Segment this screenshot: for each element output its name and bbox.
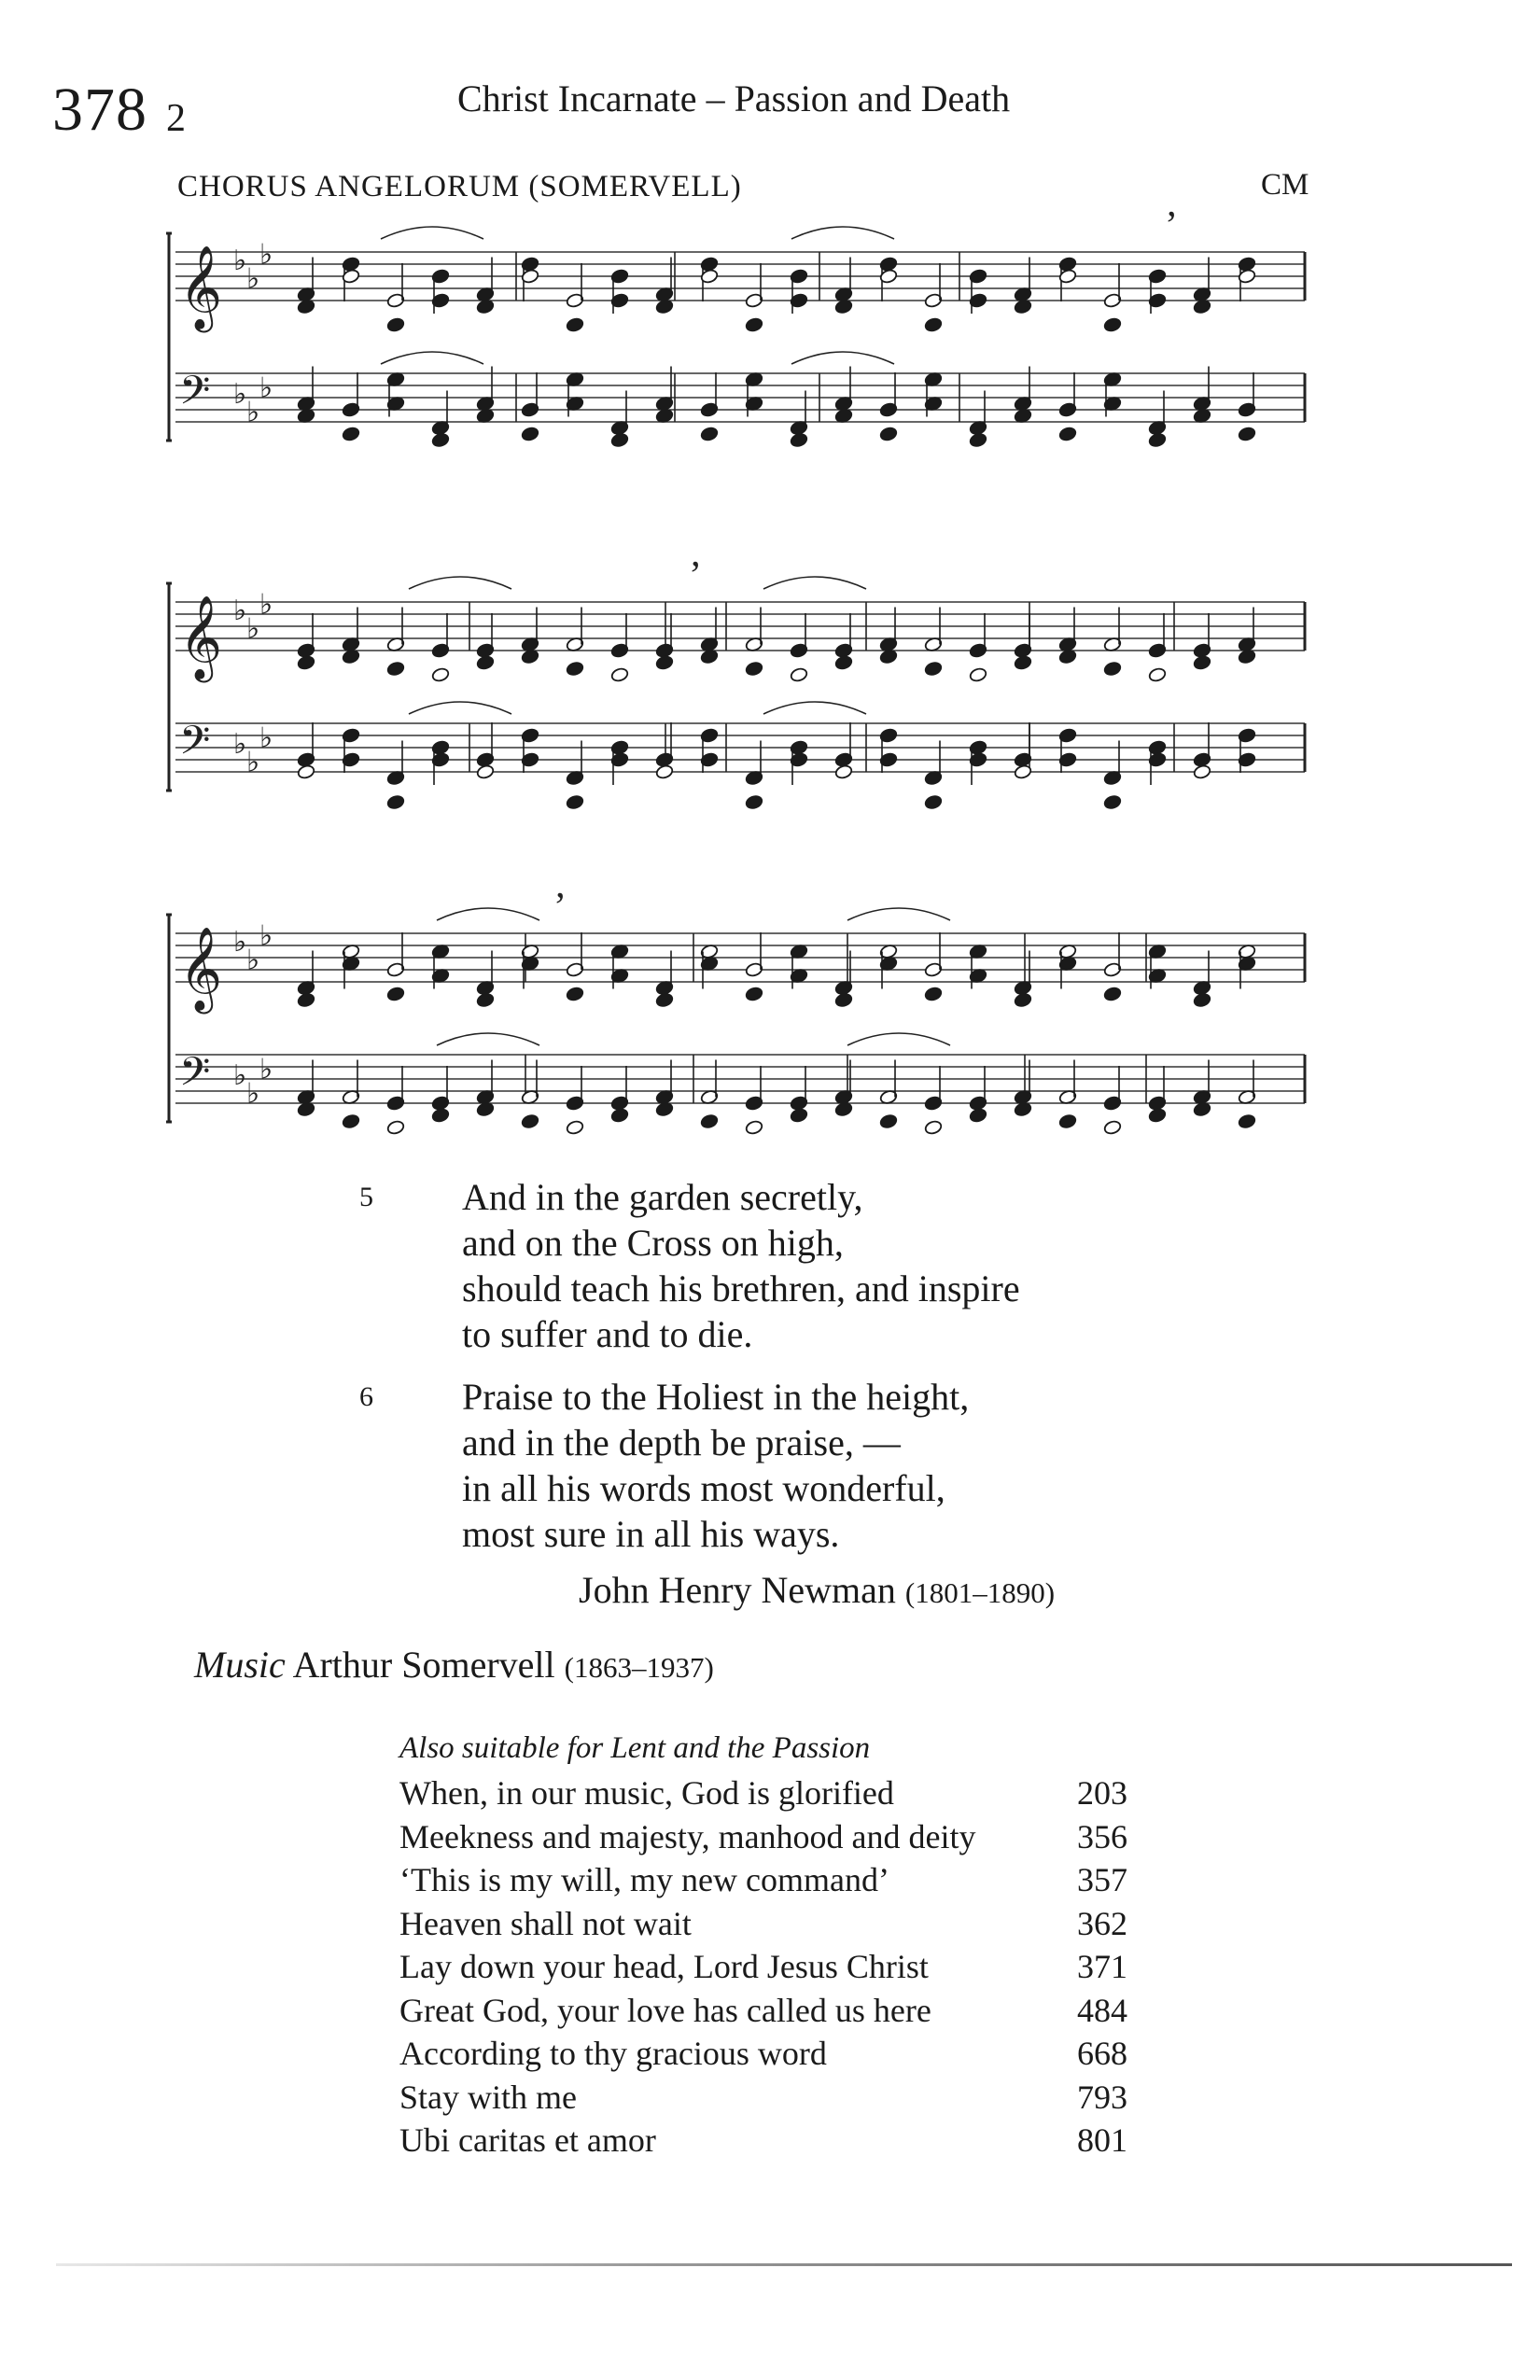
note-head <box>745 661 763 677</box>
note-head <box>386 986 405 1001</box>
hymn-ref-number: 203 <box>1077 1774 1127 1812</box>
note-head <box>1103 986 1122 1001</box>
slur <box>847 1033 950 1045</box>
note-head <box>431 666 450 682</box>
key-signature-flat: ♭ <box>233 728 247 761</box>
list-item <box>399 1989 1127 2033</box>
verse-line: and in the depth be praise, — <box>462 1421 901 1463</box>
note-head <box>790 432 808 448</box>
composer-name: Arthur Somervell <box>292 1644 555 1686</box>
note-head <box>476 763 495 779</box>
list-item <box>399 2032 1127 2076</box>
music-credit <box>194 1643 714 1687</box>
system-bracket <box>166 583 172 791</box>
note-head <box>834 654 853 670</box>
slur <box>381 227 483 239</box>
tune-name: CHORUS ANGELORUM (SOMERVELL) <box>177 170 742 203</box>
list-item <box>399 1858 1127 1902</box>
music-score-svg <box>157 882 1314 1190</box>
key-signature-flat: ♭ <box>233 245 247 277</box>
note-head <box>431 432 450 448</box>
key-signature-flat: ♭ <box>259 919 273 953</box>
hymn-ref-number: 793 <box>1077 2078 1127 2116</box>
note-head <box>566 1119 584 1135</box>
system-bracket <box>166 233 172 441</box>
note-head <box>879 426 898 441</box>
list-item <box>399 1902 1127 1946</box>
hymn-title: Lay down your head, Lord Jesus Christ <box>399 1948 929 1985</box>
system-bracket <box>166 915 172 1122</box>
hymn-number: 378 <box>52 76 147 144</box>
key-signature-flat: ♭ <box>233 595 247 627</box>
bass-clef: 𝄢 <box>179 718 211 774</box>
note-head <box>1103 661 1122 677</box>
note-head <box>1193 763 1211 779</box>
note-head <box>386 316 405 332</box>
music-system-1 <box>157 201 1314 509</box>
key-signature-flat: ♭ <box>259 721 273 755</box>
key-signature-flat: ♭ <box>246 262 260 296</box>
note-head <box>610 666 629 682</box>
note-head <box>969 1107 987 1123</box>
verse-line: to suffer and to die. <box>462 1313 753 1355</box>
slur <box>437 1033 539 1045</box>
music-score-svg <box>157 201 1314 509</box>
list-item <box>399 1815 1127 1859</box>
note-head <box>879 1113 898 1129</box>
note-head <box>924 661 943 677</box>
treble-clef: 𝄞 <box>179 595 223 679</box>
hymn-part-number: 2 <box>166 97 186 140</box>
hymn-title: Great God, your love has called us here <box>399 1991 931 2029</box>
note-head <box>1103 316 1122 332</box>
note-head <box>431 1107 450 1123</box>
key-signature-flat: ♭ <box>246 612 260 646</box>
treble-clef: 𝄞 <box>179 245 223 329</box>
key-signature-flat: ♭ <box>259 588 273 622</box>
slur <box>381 352 483 364</box>
hymn-ref-number: 362 <box>1077 1904 1127 1942</box>
note-head <box>1148 666 1167 682</box>
note-head <box>745 986 763 1001</box>
verse-line: should teach his brethren, and inspire <box>462 1267 1020 1309</box>
slur <box>791 227 894 239</box>
slur <box>847 908 950 920</box>
note-head <box>745 1119 763 1135</box>
note-head <box>655 763 674 779</box>
section-title: Christ Incarnate – Passion and Death <box>457 77 1011 119</box>
key-signature-flat: ♭ <box>233 378 247 411</box>
note-head <box>1014 654 1032 670</box>
note-head <box>566 986 584 1001</box>
note-head <box>700 426 719 441</box>
note-head <box>1058 426 1077 441</box>
note-head <box>386 1119 405 1135</box>
hymn-title: Meekness and majesty, manhood and deity <box>399 1817 976 1855</box>
hymn-ref-number: 357 <box>1077 1861 1127 1898</box>
note-head <box>566 661 584 677</box>
note-head <box>386 794 405 810</box>
note-head <box>297 763 315 779</box>
note-head <box>924 794 943 810</box>
note-head <box>1014 992 1032 1008</box>
slur <box>437 908 539 920</box>
composer-dates: (1863–1937) <box>564 1651 714 1684</box>
hymn-title: When, in our music, God is glorified <box>399 1774 894 1812</box>
note-head <box>1103 794 1122 810</box>
note-head <box>924 316 943 332</box>
note-head <box>745 794 763 810</box>
key-signature-flat: ♭ <box>246 944 260 977</box>
note-head <box>924 1119 943 1135</box>
note-head <box>297 992 315 1008</box>
note-head <box>476 654 495 670</box>
hymn-ref-number: 371 <box>1077 1948 1127 1985</box>
note-head <box>1148 432 1167 448</box>
verse-line: And in the garden secretly, <box>462 1176 863 1218</box>
hymn-ref-number: 801 <box>1077 2121 1127 2159</box>
note-head <box>969 666 987 682</box>
hymn-ref-number: 668 <box>1077 2035 1127 2072</box>
note-head <box>521 426 539 441</box>
author-name: John Henry Newman <box>579 1569 896 1611</box>
breath-mark: ’ <box>553 886 567 929</box>
breath-mark: ’ <box>1165 204 1178 247</box>
hymn-title: Stay with me <box>399 2078 577 2116</box>
note-head <box>566 316 584 332</box>
hymn-title: Ubi caritas et amor <box>399 2121 656 2159</box>
bass-clef: 𝄢 <box>179 368 211 424</box>
note-head <box>655 992 674 1008</box>
note-head <box>297 654 315 670</box>
key-signature-flat: ♭ <box>246 1077 260 1111</box>
note-head <box>655 654 674 670</box>
hymn-title: According to thy gracious word <box>399 2035 827 2072</box>
bottom-rule <box>56 2263 1512 2266</box>
note-head <box>386 661 405 677</box>
slur <box>791 352 894 364</box>
note-head <box>1193 654 1211 670</box>
verse-line: and on the Cross on high, <box>462 1222 844 1264</box>
bass-clef: 𝄢 <box>179 1049 211 1105</box>
note-head <box>834 992 853 1008</box>
verse-line: in all his words most wonderful, <box>462 1467 945 1509</box>
key-signature-flat: ♭ <box>246 746 260 779</box>
key-signature-flat: ♭ <box>259 1053 273 1086</box>
note-head <box>924 986 943 1001</box>
note-head <box>1238 426 1256 441</box>
music-system-3 <box>157 882 1314 1190</box>
key-signature-flat: ♭ <box>233 926 247 959</box>
text-author-credit <box>579 1568 1055 1612</box>
note-head <box>969 432 987 448</box>
breath-mark: ’ <box>689 554 702 597</box>
key-signature-flat: ♭ <box>259 371 273 405</box>
note-head <box>566 794 584 810</box>
meter: CM <box>1261 168 1309 202</box>
also-suitable-heading: Also suitable for Lent and the Passion <box>399 1731 871 1765</box>
treble-clef: 𝄞 <box>179 927 223 1011</box>
list-item <box>399 1945 1127 1989</box>
note-head <box>1103 1119 1122 1135</box>
music-score-svg <box>157 551 1314 859</box>
note-head <box>610 432 629 448</box>
verse-line: Praise to the Holiest in the height, <box>462 1376 970 1418</box>
author-dates: (1801–1890) <box>904 1576 1056 1609</box>
note-head <box>834 763 853 779</box>
verse-number: 6 <box>359 1381 373 1412</box>
list-item <box>399 2076 1127 2120</box>
list-item <box>399 1771 1127 1815</box>
note-head <box>1238 1113 1256 1129</box>
slur <box>409 577 511 589</box>
verse-number: 5 <box>359 1182 373 1212</box>
slur <box>409 702 511 714</box>
note-head <box>790 666 808 682</box>
note-head <box>790 1107 808 1123</box>
list-item <box>399 2119 1127 2163</box>
hymn-ref-number: 484 <box>1077 1991 1127 2029</box>
note-head <box>1193 992 1211 1008</box>
hymn-title: ‘This is my will, my new command’ <box>399 1861 889 1898</box>
note-head <box>521 1113 539 1129</box>
hymn-ref-number: 356 <box>1077 1817 1127 1855</box>
also-suitable-list <box>399 1731 1127 2163</box>
note-head <box>700 1113 719 1129</box>
slur <box>763 702 866 714</box>
music-label: Music <box>194 1644 286 1686</box>
verse-line: most sure in all his ways. <box>462 1513 840 1555</box>
note-head <box>745 316 763 332</box>
note-head <box>1148 1107 1167 1123</box>
hymn-title: Heaven shall not wait <box>399 1904 692 1942</box>
note-head <box>1058 1113 1077 1129</box>
key-signature-flat: ♭ <box>259 238 273 272</box>
slur <box>763 577 866 589</box>
music-system-2 <box>157 551 1314 859</box>
key-signature-flat: ♭ <box>246 396 260 429</box>
key-signature-flat: ♭ <box>233 1059 247 1092</box>
note-head <box>342 426 360 441</box>
note-head <box>342 1113 360 1129</box>
note-head <box>610 1107 629 1123</box>
note-head <box>476 992 495 1008</box>
